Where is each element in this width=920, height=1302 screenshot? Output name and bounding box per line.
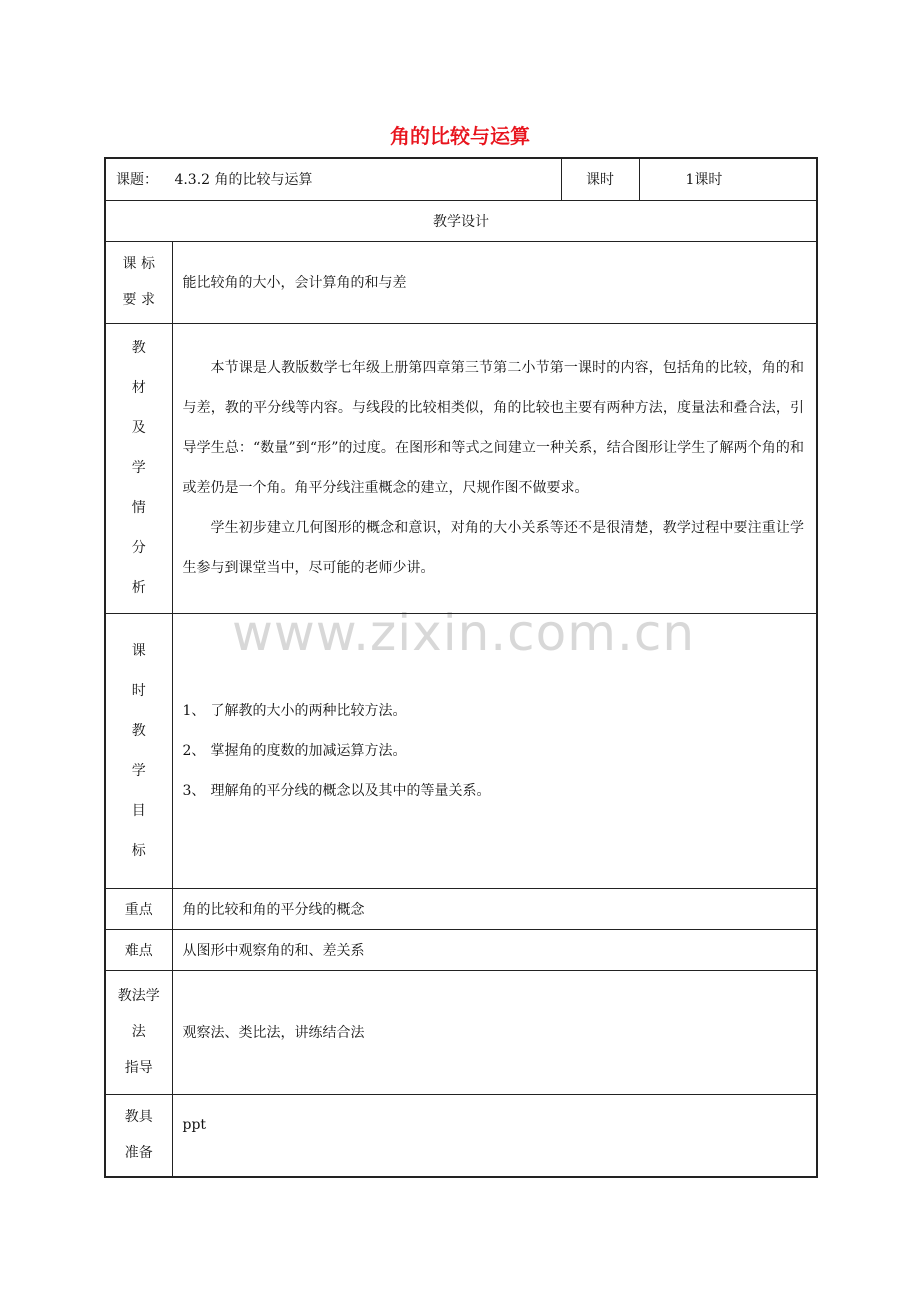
- difficulty-row: [105, 929, 817, 970]
- tools-label: 教具 准备: [105, 1094, 172, 1177]
- lesson-plan-table: [104, 157, 818, 1178]
- topic-value: 4.3.2 角的比较与运算: [174, 172, 313, 189]
- standard-label: 课 标 要 求: [105, 241, 172, 323]
- objectives-row: [105, 613, 817, 888]
- analysis-label: 教 材 及 学 情 分 析: [105, 323, 172, 613]
- objectives-label: 课 时 教 学 目 标: [105, 613, 172, 888]
- page-title: 角的比较与运算: [390, 124, 530, 148]
- period-label: 课时: [561, 158, 639, 200]
- key-point-label: 重点: [105, 888, 172, 929]
- period-value: 1课时: [639, 158, 817, 200]
- objectives-content: [172, 613, 817, 888]
- section-title: 教学设计: [105, 200, 817, 241]
- difficulty-label: 难点: [105, 929, 172, 970]
- watermark: www.zixin.com.cn: [232, 604, 696, 662]
- standard-row: [105, 241, 817, 323]
- topic-cell: [105, 158, 561, 200]
- analysis-row: [105, 323, 817, 613]
- key-point-content: 角的比较和角的平分线的概念: [172, 888, 817, 929]
- analysis-paragraph: 本节课是人教版数学七年级上册第四章第三节第二小节第一课时的内容，包括角的比较，角的和与差，教的平分线等内容。与线段的比较相类似，角的比较也主要有两种方法，度量法和叠合法，引导学生总：“数量”到“形”的过度。在图形和等式之间建立一种关系，结合图形让学生了解两个角的和或差仍是一个角。角平分线注重概念的建立，尺规作图不做要求。: [182, 360, 804, 496]
- objective-item: 2、 掌握角的度数的加减运算方法。: [182, 742, 407, 759]
- section-row: [105, 200, 817, 241]
- tools-content: ppt: [172, 1094, 817, 1177]
- methods-row: [105, 970, 817, 1094]
- difficulty-content: 从图形中观察角的和、差关系: [172, 929, 817, 970]
- methods-label: 教法学 法 指导: [105, 970, 172, 1094]
- tools-row: [105, 1094, 817, 1177]
- topic-label: 课题：: [116, 172, 158, 189]
- objective-item: 1、 了解教的大小的两种比较方法。: [182, 702, 407, 719]
- header-row: [105, 158, 817, 200]
- analysis-paragraph: 学生初步建立几何图形的概念和意识，对角的大小关系等还不是很清楚，教学过程中要注重让学生参与到课堂当中，尽可能的老师少讲。: [182, 520, 804, 576]
- objective-item: 3、 理解角的平分线的概念以及其中的等量关系。: [182, 782, 491, 799]
- standard-content: 能比较角的大小，会计算角的和与差: [172, 241, 817, 323]
- key-point-row: [105, 888, 817, 929]
- methods-content: 观察法、类比法，讲练结合法: [172, 970, 817, 1094]
- analysis-content: [172, 323, 817, 613]
